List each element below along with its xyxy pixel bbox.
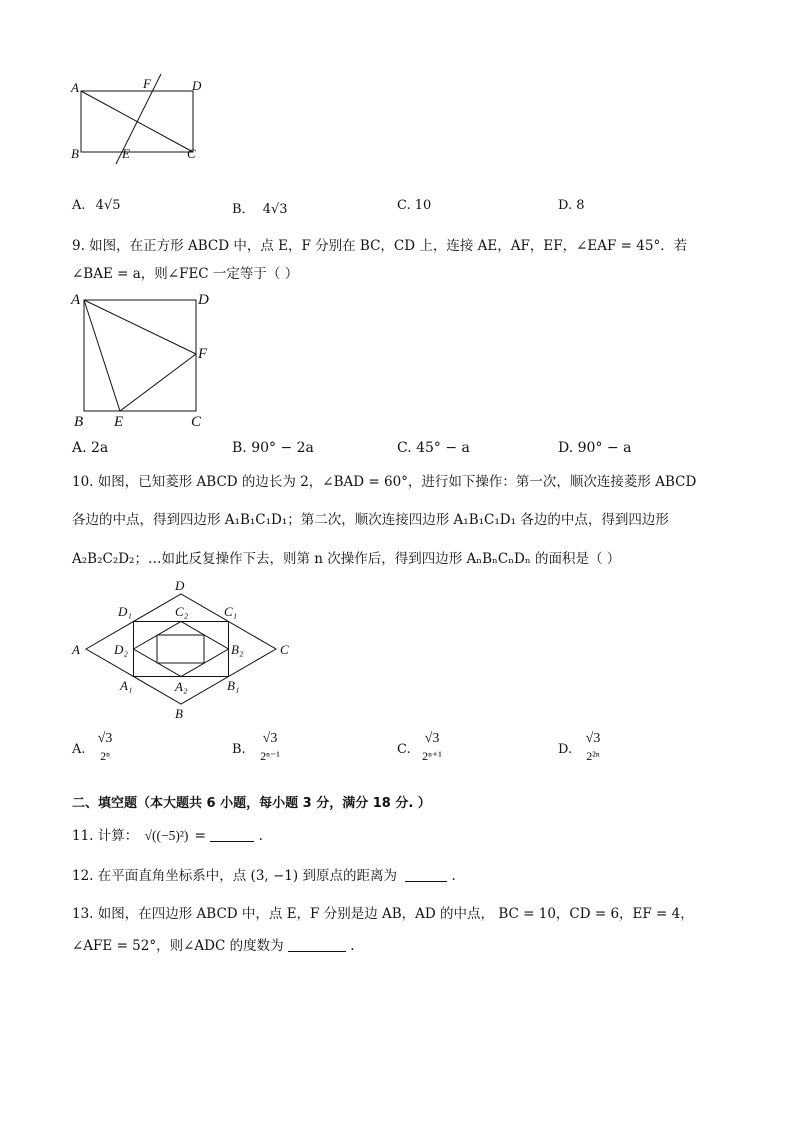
q10-option-d-value[interactable] [576, 731, 610, 764]
q8-option-a-letter: A. [72, 198, 86, 213]
fig8-label-b: B [71, 146, 79, 161]
q13-answer-blank[interactable] [288, 939, 346, 952]
fig10-label-d1: D₁ [118, 604, 132, 619]
section-2-heading: 二、填空题（本大题共 6 小题，每小题 3 分，满分 18 分. ） [72, 796, 431, 811]
fig10-label-c2: C₂ [175, 604, 189, 619]
q10-option-d-den: 2²ⁿ [586, 749, 600, 763]
q11-answer-blank[interactable] [210, 829, 254, 842]
q12-period: . [451, 868, 456, 884]
q8-option-c[interactable]: C. 10 [397, 198, 432, 213]
q11-line [72, 824, 263, 844]
q10-option-b-num: √3 [262, 731, 278, 746]
fig8-label-d: D [192, 78, 202, 93]
q9-option-d[interactable]: D. 90° − a [558, 440, 632, 456]
fig10-label-a: A [72, 642, 80, 657]
fig8-label-c: C [187, 146, 196, 161]
q11-prefix: 11. 计算： [72, 828, 139, 844]
q9-figure [68, 290, 218, 432]
q10-option-b-den: 2ⁿ⁻¹ [260, 749, 280, 763]
q10-option-d-letter[interactable]: D. [558, 742, 573, 757]
fig10-label-b1: B₁ [227, 678, 240, 693]
q10-option-c-num: √3 [424, 731, 440, 746]
q9-option-a[interactable]: A. 2a [72, 440, 109, 456]
q13-line2 [72, 934, 355, 954]
fig10-label-b2: B₂ [231, 642, 244, 657]
q10-option-b-value[interactable] [252, 731, 288, 764]
q12-line [72, 864, 456, 884]
q10-text-line2: 各边的中点，得到四边形 A₁B₁C₁D₁；第二次，顺次连接四边形 A₁B₁C₁D₁ 各边的中点，得到四边形 [72, 512, 669, 528]
q8-option-a-value: 4√5 [95, 198, 121, 213]
q10-option-a-den: 2ⁿ [100, 749, 110, 763]
q10-figure [68, 576, 308, 722]
fig9-label-d: D [198, 292, 209, 308]
fig9-label-f: F [198, 346, 208, 362]
fig9-label-c: C [191, 414, 202, 430]
fig8-label-e: E [122, 146, 130, 161]
fig9-label-b: B [74, 414, 84, 430]
q9-text-line2: ∠BAE = a，则∠FEC 一定等于（ ） [72, 266, 299, 282]
q8-option-a[interactable] [72, 198, 121, 213]
q10-option-c-letter[interactable]: C. [397, 742, 411, 757]
q11-expression: √((−5)²) [144, 828, 189, 843]
fig10-label-c: C [280, 642, 289, 657]
q8-option-b-value: 4√3 [262, 202, 288, 217]
q10-option-a-letter[interactable]: A. [72, 742, 86, 757]
q10-option-d-num: √3 [585, 731, 601, 746]
q13-text-line1: 13. 如图，在四边形 ABCD 中，点 E，F 分别是边 AB，AD 的中点， BC = 10，CD = 6，EF = 4， [72, 906, 694, 922]
q8-option-b[interactable] [232, 198, 288, 217]
q10-option-a-num: √3 [97, 731, 113, 746]
fig10-label-d2: D₂ [114, 642, 128, 657]
fig8-label-f: F [143, 76, 151, 91]
q8-option-d[interactable]: D. 8 [558, 198, 585, 213]
q10-text-line3: A₂B₂C₂D₂；…如此反复操作下去，则第 n 次操作后，得到四边形 AₙBₙCₙDₙ 的面积是（ ） [72, 551, 621, 567]
fig8-label-a: A [71, 80, 79, 95]
fig10-label-a2: A₂ [175, 679, 188, 694]
q9-option-c[interactable]: C. 45° − a [397, 440, 470, 456]
fig9-label-e: E [114, 414, 124, 430]
q8-figure [68, 74, 218, 166]
q10-option-b-letter[interactable]: B. [232, 742, 246, 757]
q10-option-a-value[interactable] [90, 731, 120, 764]
q12-answer-blank[interactable] [405, 869, 447, 882]
q13-text-line2: ∠AFE = 52°，则∠ADC 的度数为 [72, 938, 284, 954]
fig10-label-a1: A₁ [120, 678, 133, 693]
q8-option-b-letter: B． [232, 202, 255, 217]
q12-text: 12. 在平面直角坐标系中，点 (3, −1) 到原点的距离为 [72, 868, 397, 884]
fig10-label-c1: C₁ [224, 604, 238, 619]
q10-option-c-value[interactable] [414, 731, 450, 764]
q13-period: . [350, 938, 355, 954]
q10-text-line1: 10. 如图，已知菱形 ABCD 的边长为 2，∠BAD = 60°，进行如下操作：第一次，顺次连接菱形 ABCD [72, 474, 697, 490]
q11-period: . [258, 828, 263, 844]
q9-option-b[interactable]: B. 90° − 2a [232, 440, 314, 456]
fig9-label-a: A [71, 292, 81, 308]
fig10-label-b: B [175, 706, 183, 721]
q9-text-line1: 9. 如图，在正方形 ABCD 中，点 E，F 分别在 BC，CD 上，连接 AE，AF，EF，∠EAF = 45°．若 [72, 238, 688, 254]
fig10-label-d: D [175, 578, 185, 593]
q10-option-c-den: 2ⁿ⁺¹ [422, 749, 442, 763]
q11-equals: = [194, 828, 206, 844]
